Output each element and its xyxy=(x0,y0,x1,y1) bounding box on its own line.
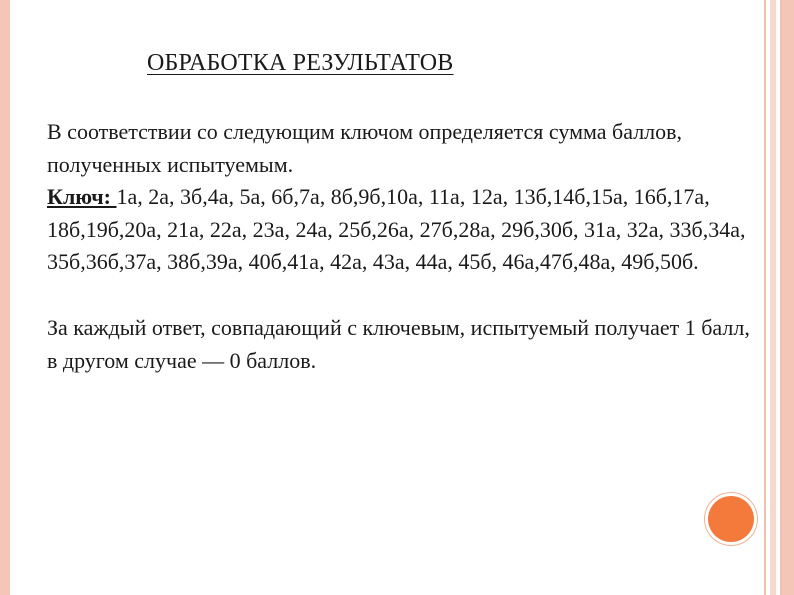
right-border-outer-stripe xyxy=(782,0,794,595)
left-border-decoration xyxy=(0,0,10,595)
decorative-circle xyxy=(708,496,754,542)
key-paragraph xyxy=(47,181,759,279)
scoring-paragraph: За каждый ответ, совпадающий с ключевым, испытуемый получает 1 балл, в другом случае — 0 баллов. xyxy=(47,315,750,373)
slide-title: ОБРАБОТКА РЕЗУЛЬТАТОВ xyxy=(147,50,454,76)
intro-paragraph: В соответствии со следующим ключом определяется сумма баллов, полученных испытуемым. xyxy=(47,119,683,177)
right-border-inner-stripe xyxy=(770,0,776,595)
key-label: Ключ: xyxy=(47,184,117,209)
key-answers: 1а, 2а, 3б,4а, 5а, 6б,7а, 8б,9б,10а, 11а, 12а, 13б,14б,15а, 16б,17а, 18б,19б,20а, 21а, 22а, 23а, 24а, 25б,26а, 27б,28а, 29б,30б, 31а, 32а, 33б,34а, 35б,36б,37а, 38б,39а, 40б,41а, 42а, 43а, 44а, 45б, 46а,47б,48а, 49б,50б. xyxy=(47,184,746,274)
